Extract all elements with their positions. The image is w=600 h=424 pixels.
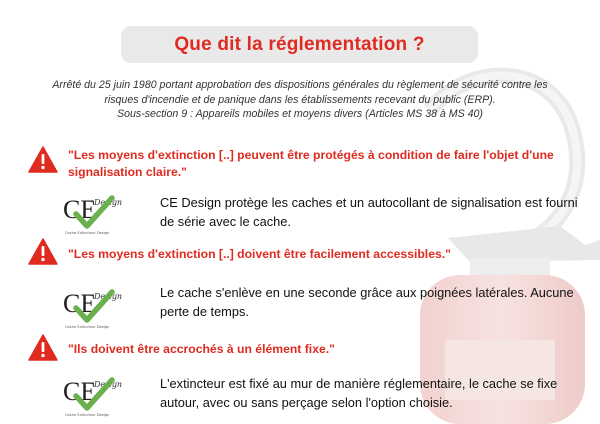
rule-description: L'extincteur est fixé au mur de manière réglementaire, le cache se fixe autour, avec ou sans perçage selon l'option choisie. <box>160 376 558 410</box>
ce-design-logo <box>60 370 126 422</box>
intro-paragraph <box>28 78 572 122</box>
intro-line: risques d'incendie et de panique dans les établissements recevant du public (ERP). <box>104 93 496 106</box>
logo-tagline: Cache Extincteur Design <box>65 325 110 329</box>
intro-line: Sous-section 9 : Appareils mobiles et moyens divers (Articles MS 38 à MS 40) <box>117 108 483 120</box>
logo-letters: CE <box>63 377 97 406</box>
logo-letters: CE <box>63 289 97 318</box>
rule-quote: "Les moyens d'extinction [..] peuvent être protégés à condition de faire l'objet d'une signalisation claire." <box>68 148 554 179</box>
ce-design-logo <box>60 282 126 334</box>
warning-triangle-icon <box>28 238 58 265</box>
logo-script: Design <box>94 198 123 207</box>
logo-tagline: Cache Extincteur Design <box>65 413 110 417</box>
intro-line: Arrêté du 25 juin 1980 portant approbation des dispositions générales du règlement de sécurité contre les <box>52 79 548 91</box>
page-title: Que dit la réglementation ? <box>174 33 425 55</box>
logo-letters: CE <box>63 195 97 224</box>
rule-description: Le cache s'enlève en une seconde grâce aux poignées latérales. Aucune perte de temps. <box>160 285 574 319</box>
rule-description: CE Design protège les caches et un autocollant de signalisation est fourni de série avec le cache. <box>160 195 578 229</box>
rule-quote: "Ils doivent être accrochés à un élément fixe." <box>68 342 335 356</box>
warning-triangle-icon <box>28 334 58 361</box>
ce-design-logo <box>60 188 126 240</box>
warning-triangle-icon <box>28 146 58 173</box>
logo-script: Design <box>94 292 123 301</box>
logo-tagline: Cache Extincteur Design <box>65 231 110 235</box>
logo-script: Design <box>94 380 123 389</box>
rule-quote: "Les moyens d'extinction [..] doivent être facilement accessibles." <box>68 247 451 261</box>
title-box <box>121 26 478 63</box>
